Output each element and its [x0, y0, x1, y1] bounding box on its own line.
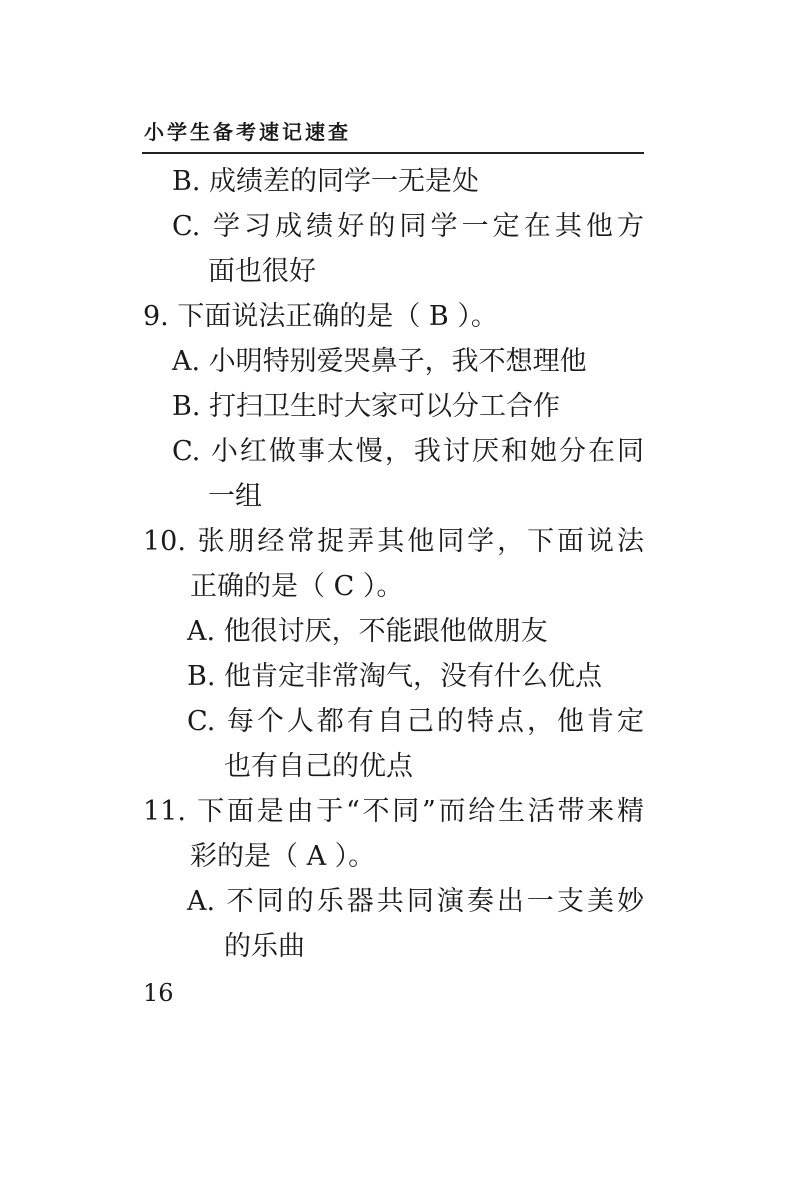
q10-option-c: C. 每个人都有自己的特点，他肯定 [187, 706, 644, 737]
q9-option-b: B. 打扫卫生时大家可以分工合作 [172, 391, 561, 422]
q10-option-a: A. 他很讨厌，不能跟他做朋友 [187, 616, 548, 647]
q11-option-a-continued: 的乐曲 [224, 931, 305, 962]
running-header [142, 118, 644, 154]
question-10-stem: 10. 张朋经常捉弄其他同学，下面说法 [143, 526, 644, 557]
q10-option-c-continued: 也有自己的优点 [224, 751, 413, 782]
question-11-stem: 11. 下面是由于“不同”而给生活带来精 [143, 796, 644, 827]
q8-option-b: B. 成绩差的同学一无是处 [172, 166, 480, 197]
question-10-stem-continued: 正确的是（ C ）。 [190, 571, 404, 602]
question-11-stem-continued: 彩的是（ A ）。 [190, 841, 376, 872]
q9-option-c-continued: 一组 [208, 481, 262, 512]
q11-option-a: A. 不同的乐器共同演奏出一支美妙 [187, 886, 644, 917]
q9-option-c: C. 小红做事太慢，我讨厌和她分在同 [172, 436, 644, 467]
question-9-stem: 9. 下面说法正确的是（ B ）。 [143, 301, 498, 332]
q9-option-a: A. 小明特别爱哭鼻子，我不想理他 [172, 346, 587, 377]
q10-option-b: B. 他肯定非常淘气，没有什么优点 [187, 661, 603, 692]
header-title: 小学生备考速记速查 [144, 120, 351, 144]
page-number: 16 [143, 979, 174, 1007]
q8-option-c-continued: 面也很好 [208, 256, 316, 287]
q8-option-c: C. 学习成绩好的同学一定在其他方 [172, 211, 644, 242]
